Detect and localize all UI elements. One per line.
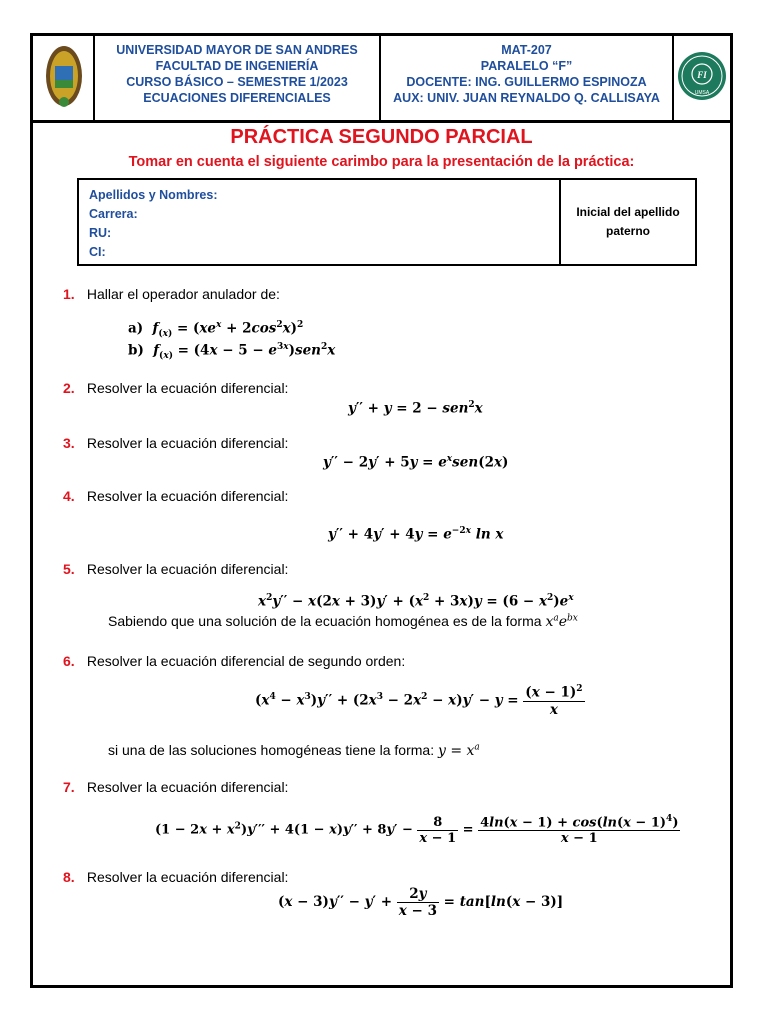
initial-box <box>561 180 695 264</box>
teacher: DOCENTE: ING. GUILLERMO ESPINOZA <box>406 75 647 89</box>
question-text: Resolver la ecuación diferencial: <box>86 488 289 504</box>
note-q5: Sabiendo que una solución de la ecuación homogénea es de la forma $x^ae^{bx}$ <box>108 613 578 630</box>
student-fields <box>79 180 561 264</box>
question-number: 6. <box>63 653 75 669</box>
assistant: AUX: UNIV. JUAN REYNALDO Q. CALLISAYA <box>393 91 660 105</box>
page-subtitle: Tomar en cuenta el siguiente carimbo para la presentación de la práctica: <box>128 154 635 170</box>
question-text: Resolver la ecuación diferencial: <box>86 869 289 885</box>
equation-6: $(x^4 - x^3)y'' + (2x^3 - 2x^2 - x)y' - y$ = $\frac{(x - 1)^2}{x}$ <box>255 684 583 718</box>
question-number: 8. <box>63 869 75 885</box>
course-code: MAT-207 <box>501 43 552 57</box>
seal-center-text: FI <box>697 70 707 80</box>
equation-4: $y'' + 4y' + 4y = e^{-2x}$ ln x <box>328 526 504 543</box>
question-1 <box>63 286 280 302</box>
practice-sheet <box>30 33 733 988</box>
faculty-name: FACULTAD DE INGENIERÍA <box>155 59 319 73</box>
question-4 <box>63 488 288 504</box>
question-number: 3. <box>63 435 75 451</box>
question-3 <box>63 435 288 451</box>
equation-8: (x − 3)y′′ − y′ + $\frac{2y}{x - 3}$ = tan[ln(x − 3)] <box>278 886 564 919</box>
question-number: 1. <box>63 286 75 302</box>
faculty-seal-icon <box>674 36 730 120</box>
seal-text: UMSA <box>694 90 710 96</box>
question-text: Hallar el operador anulador de: <box>86 286 280 302</box>
document-header <box>33 36 730 123</box>
question-number: 5. <box>63 561 75 577</box>
question-number: 7. <box>63 779 75 795</box>
equation-3: $y'' - 2y' + 5y = e^xsen(2x)$ <box>323 454 509 471</box>
question-text: Resolver la ecuación diferencial: <box>86 435 289 451</box>
note-q6: si una de las soluciones homogéneas tiene la forma: $y = x^a$ <box>108 742 480 759</box>
institution-info <box>95 36 381 120</box>
field-career: Carrera: <box>89 207 138 221</box>
page-title: PRÁCTICA SEGUNDO PARCIAL <box>230 126 533 148</box>
umsa-seal-icon <box>33 36 95 120</box>
field-names: Apellidos y Nombres: <box>89 188 218 202</box>
faculty-logo <box>674 36 730 120</box>
note-q5-text: Sabiendo que una solución de la ecuación homogénea es de la forma <box>108 613 542 629</box>
question-6 <box>63 653 405 669</box>
equation-7: $(1 - 2x + x^2)y''' + 4(1 - x)y'' + 8y'$ − $\frac{8}{x - 1}$ = $\frac{4\ln(x - 1) + \cos(\ln(x - 1)^4)}{x - 1}$ <box>155 814 679 847</box>
equation-1b: b) $f_{(x)} = (4x - 5 - e^{3x})sen^2x$ <box>128 342 336 362</box>
university-logo <box>33 36 95 120</box>
initial-label-2: paterno <box>605 224 650 238</box>
question-7 <box>63 779 288 795</box>
parallel: PARALELO “F” <box>480 59 573 73</box>
initial-label-1: Inicial del apellido <box>576 205 680 219</box>
note-q6-text: si una de las soluciones homogéneas tiene la forma: <box>108 742 435 758</box>
submission-stamp <box>77 178 697 266</box>
course-semester: CURSO BÁSICO – SEMESTRE 1/2023 <box>126 75 348 89</box>
question-number: 2. <box>63 380 75 396</box>
equation-1a: a) $f_{(x)} = (xe^x + 2\cos^2x)^2$ <box>128 320 304 340</box>
question-number: 4. <box>63 488 75 504</box>
subject-name: ECUACIONES DIFERENCIALES <box>143 91 331 105</box>
question-2 <box>63 380 288 396</box>
field-ci: CI: <box>89 245 106 259</box>
question-text: Resolver la ecuación diferencial: <box>86 779 289 795</box>
field-ru: RU: <box>89 226 112 240</box>
question-text: Resolver la ecuación diferencial de segundo orden: <box>86 653 406 669</box>
university-name: UNIVERSIDAD MAYOR DE SAN ANDRES <box>116 43 358 57</box>
question-8 <box>63 869 288 885</box>
question-text: Resolver la ecuación diferencial: <box>86 561 289 577</box>
course-info <box>381 36 674 120</box>
question-text: Resolver la ecuación diferencial: <box>86 380 289 396</box>
equation-2: y′′ + y = 2 − sen$^2$x <box>348 400 483 417</box>
question-5 <box>63 561 288 577</box>
equation-5: $x^2y'' - x(2x + 3)y' + (x^2 + 3x)y = (6 - x^2)e^x$ <box>258 593 574 610</box>
